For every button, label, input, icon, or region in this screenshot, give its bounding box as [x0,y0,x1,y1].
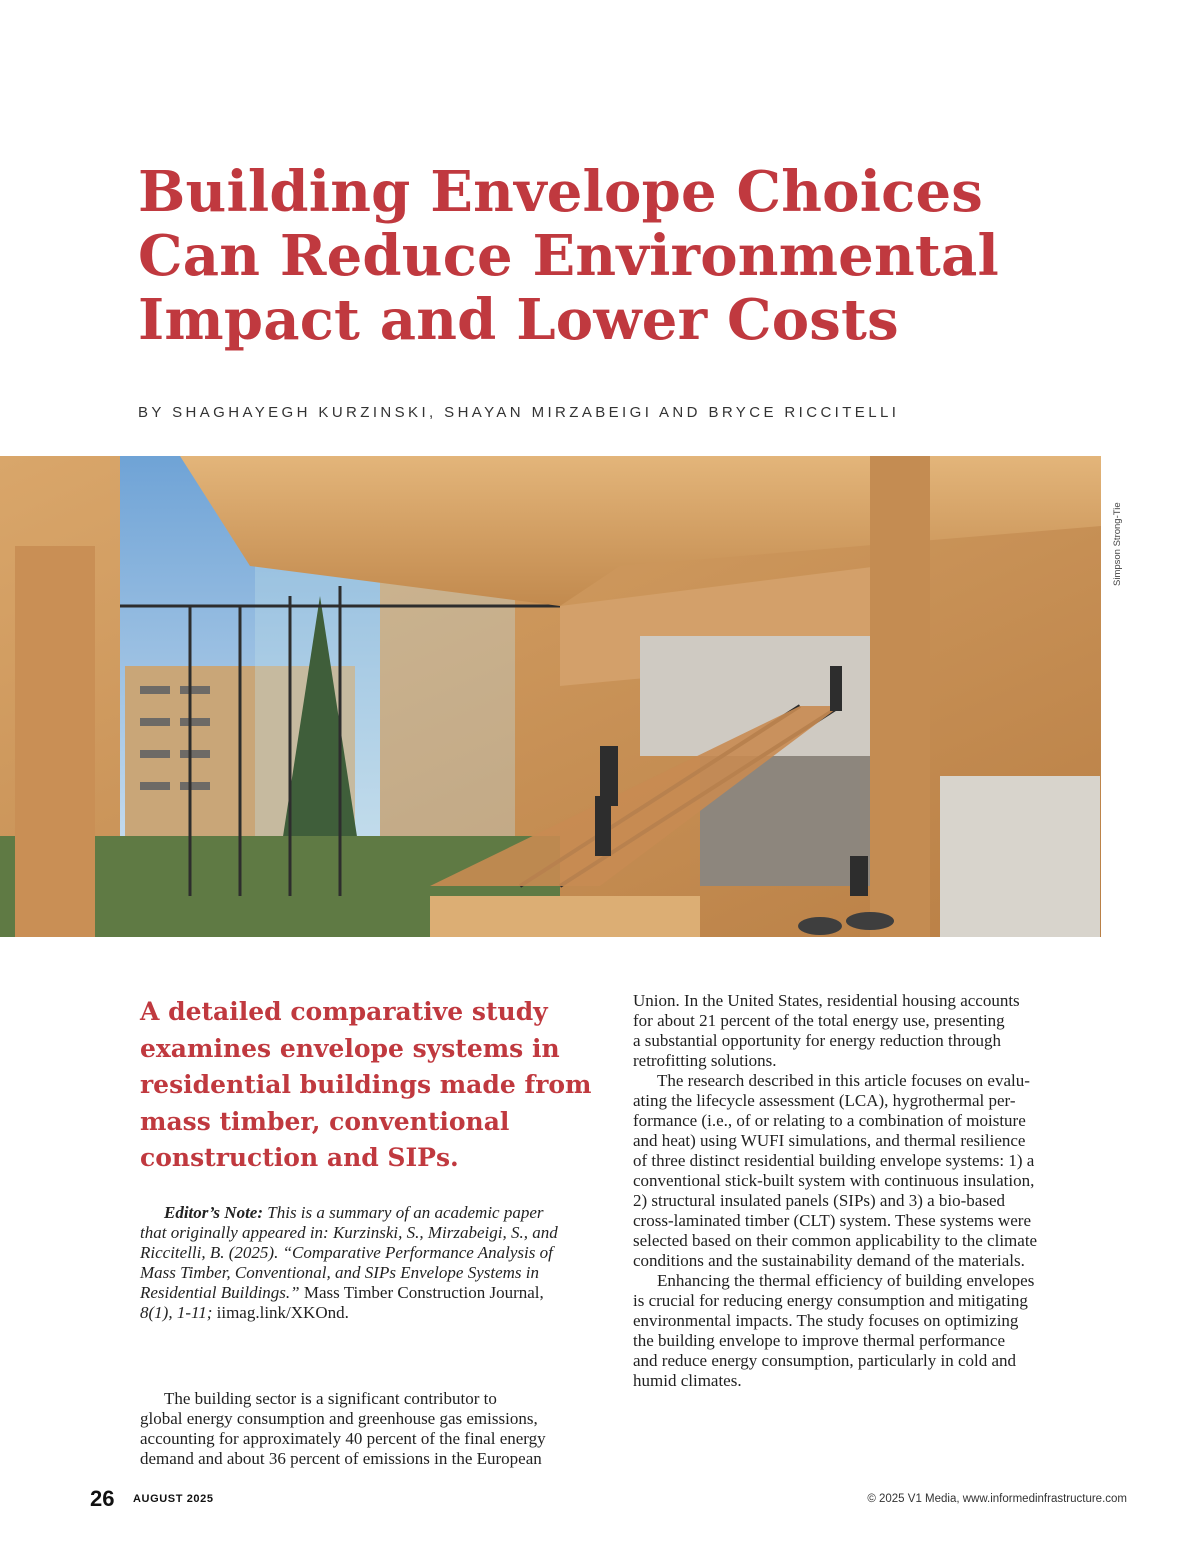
issue-date: AUGUST 2025 [133,1493,214,1505]
body-line: Enhancing the thermal efficiency of building envelopes [657,1271,1035,1290]
title-line: Can Reduce Environmental [138,223,999,289]
copyright-notice: © 2025 V1 Media, www.informedinfrastructure.com [867,1493,1127,1505]
editor-note-text: 8(1), 1-11; [140,1303,213,1322]
body-line: and heat) using WUFI simulations, and thermal resilience [633,1131,1026,1150]
article-title [138,160,1098,352]
editor-note-link[interactable]: iimag.link/XKOnd. [212,1303,349,1322]
photo-credit: Simpson Strong-Tie [1112,502,1123,586]
body-column-left [140,1389,615,1469]
body-line: 2) structural insulated panels (SIPs) and 3) a bio-based [633,1191,1006,1210]
editor-note-text: Residential Buildings.” [140,1283,300,1302]
hero-photo [0,456,1101,937]
body-line: a substantial opportunity for energy reduction through [633,1031,1001,1050]
editor-note-lead: Editor’s Note: [164,1203,264,1222]
body-line: of three distinct residential building envelope systems: 1) a [633,1151,1035,1170]
editor-note-text: Mass Timber, Conventional, and SIPs Envelope Systems in [140,1263,539,1282]
body-line: demand and about 36 percent of emissions in the European [140,1449,542,1468]
body-line: cross-laminated timber (CLT) system. These systems were [633,1211,1031,1230]
dek-line: construction and SIPs. [140,1143,459,1172]
body-line: selected based on their common applicability to the climate [633,1231,1038,1250]
body-line: conventional stick-built system with continuous insulation, [633,1171,1035,1190]
title-line: Building Envelope Choices [138,159,984,225]
body-line: for about 21 percent of the total energy use, presenting [633,1011,1005,1030]
editor-note-journal: Mass Timber Construction Journal, [299,1283,544,1302]
article-dek [140,994,620,1177]
editor-note-text: that originally appeared in: Kurzinski, S., Mirzabeigi, S., and [140,1223,558,1242]
dek-line: residential buildings made from [140,1070,592,1099]
title-line: Impact and Lower Costs [138,287,899,353]
body-line: The building sector is a significant contributor to [164,1389,497,1408]
body-line: accounting for approximately 40 percent of the final energy [140,1429,546,1448]
byline: BY SHAGHAYEGH KURZINSKI, SHAYAN MIRZABEIGI AND BRYCE RICCITELLI [138,404,900,421]
body-line: environmental impacts. The study focuses on optimizing [633,1311,1019,1330]
body-line: Union. In the United States, residential housing accounts [633,991,1020,1010]
body-column-right [633,991,1108,1391]
editor-note-text: Riccitelli, B. (2025). “Comparative Performance Analysis of [140,1243,553,1262]
editor-note-text: This is a summary of an academic paper [263,1203,544,1222]
body-line: and reduce energy consumption, particularly in cold and [633,1351,1017,1370]
body-line: The research described in this article focuses on evalu- [657,1071,1030,1090]
dek-line: mass timber, conventional [140,1106,510,1136]
body-line: formance (i.e., of or relating to a combination of moisture [633,1111,1026,1130]
body-line: retrofitting solutions. [633,1051,777,1070]
page-number: 26 [90,1486,115,1511]
editor-note [140,1203,615,1323]
body-line: is crucial for reducing energy consumption and mitigating [633,1291,1028,1310]
body-line: ating the lifecycle assessment (LCA), hygrothermal per- [633,1091,1016,1110]
body-line: the building envelope to improve thermal performance [633,1331,1005,1350]
body-line: global energy consumption and greenhouse gas emissions, [140,1409,538,1428]
dek-line: A detailed comparative study [140,997,548,1026]
body-line: humid climates. [633,1371,742,1390]
dek-line: examines envelope systems in [140,1033,560,1063]
body-line: conditions and the sustainability demand of the materials. [633,1251,1025,1270]
